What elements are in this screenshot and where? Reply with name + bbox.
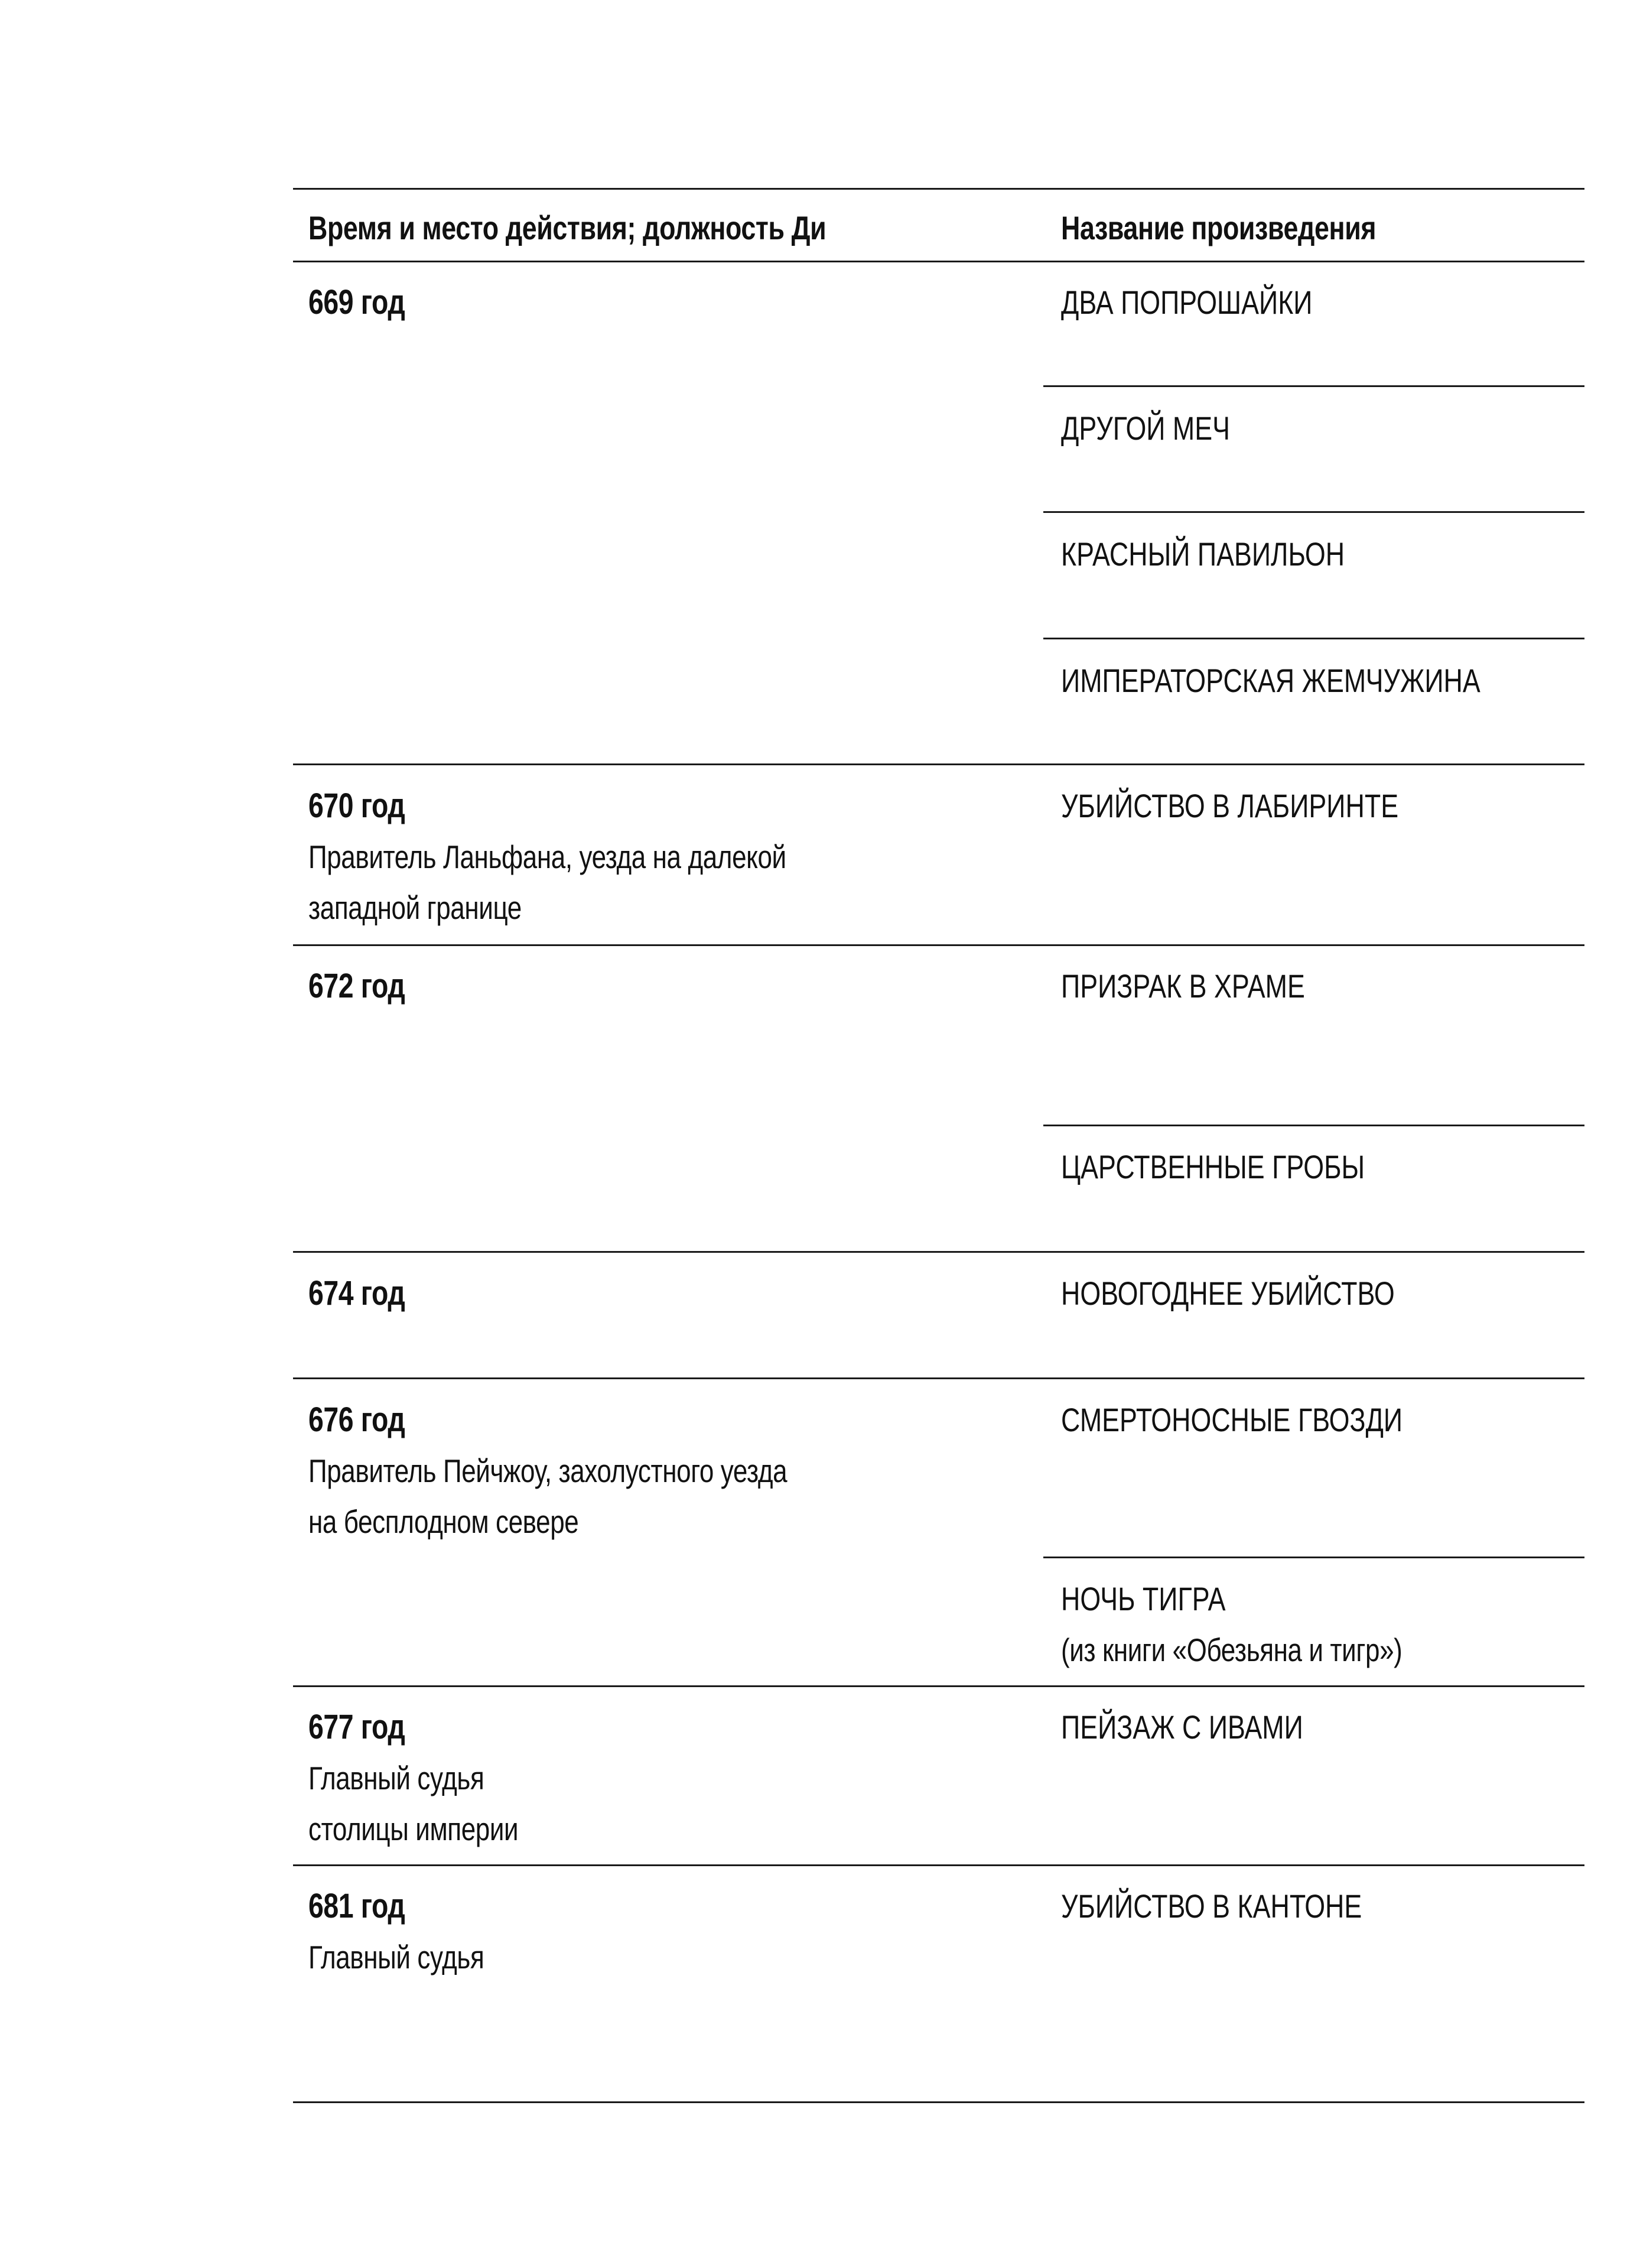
work-title: ПЕЙЗАЖ С ИВАМИ: [1061, 1708, 1303, 1746]
row-description: западной границе: [308, 889, 522, 926]
work-subtitle: (из книги «Обезьяна и тигр»): [1061, 1632, 1403, 1668]
row-divider: [1043, 1557, 1584, 1558]
work-title: НОЧЬ ТИГРА: [1061, 1580, 1226, 1617]
row-divider: [293, 1864, 1584, 1866]
row-year: 674 год: [308, 1274, 405, 1312]
work-title: ИМПЕРАТОРСКАЯ ЖЕМЧУЖИНА: [1061, 662, 1480, 699]
column-header-title: Название произведения: [1061, 209, 1377, 246]
row-year: 669 год: [308, 283, 405, 321]
work-title: УБИЙСТВО В ЛАБИРИНТЕ: [1061, 787, 1399, 824]
work-title: КРАСНЫЙ ПАВИЛЬОН: [1061, 535, 1345, 573]
row-year: 676 год: [308, 1401, 405, 1439]
row-description: на бесплодном севере: [308, 1503, 579, 1540]
row-divider: [1043, 638, 1584, 639]
row-divider: [293, 944, 1584, 946]
row-description: Главный судья: [308, 1939, 484, 1975]
table-top-rule: [293, 188, 1584, 190]
header-bottom-rule: [293, 261, 1584, 262]
row-description: Правитель Ланьфана, уезда на далекой: [308, 839, 786, 875]
row-year: 670 год: [308, 787, 405, 825]
row-divider: [293, 1251, 1584, 1253]
row-divider: [1043, 1125, 1584, 1126]
row-divider: [293, 1377, 1584, 1379]
work-title: ЦАРСТВЕННЫЕ ГРОБЫ: [1061, 1148, 1365, 1185]
row-divider: [293, 763, 1584, 765]
row-year: 672 год: [308, 967, 405, 1005]
work-title: ДВА ПОПРОШАЙКИ: [1061, 284, 1313, 321]
work-title: ПРИЗРАК В ХРАМЕ: [1061, 967, 1305, 1005]
column-header-time-place: Время и место действия; должность Ди: [308, 209, 826, 246]
row-year: 677 год: [308, 1708, 405, 1746]
row-year: 681 год: [308, 1887, 405, 1925]
table-bottom-rule: [293, 2101, 1584, 2103]
work-title: НОВОГОДНЕЕ УБИЙСТВО: [1061, 1275, 1395, 1312]
row-divider: [1043, 385, 1584, 387]
work-title: УБИЙСТВО В КАНТОНЕ: [1061, 1887, 1362, 1925]
row-divider: [293, 1685, 1584, 1687]
work-title: СМЕРТОНОСНЫЕ ГВОЗДИ: [1061, 1401, 1403, 1438]
row-description: Правитель Пейчжоу, захолустного уезда: [308, 1453, 788, 1489]
row-divider: [1043, 511, 1584, 513]
work-title: ДРУГОЙ МЕЧ: [1061, 410, 1230, 447]
row-description: Главный судья: [308, 1760, 484, 1796]
row-description: столицы империи: [308, 1811, 519, 1847]
